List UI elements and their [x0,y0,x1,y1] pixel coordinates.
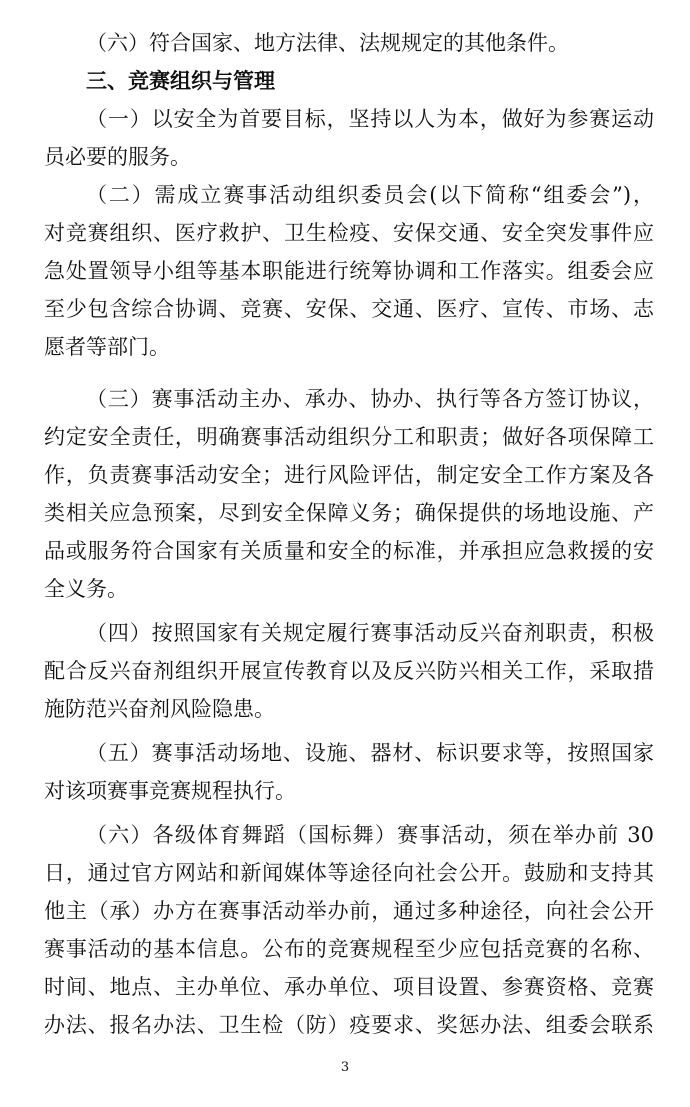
text-line: （三）赛事活动主办、承办、协办、执行等各方签订协议， [86,387,654,411]
text-line: 日，通过官方网站和新闻媒体等途径向社会公开。鼓励和支持其 [44,861,654,885]
text-line: 对该项赛事竞赛规程执行。 [44,779,296,803]
text-line: 急处置领导小组等基本职能进行统筹协调和工作落实。组委会应 [44,259,654,283]
text-line: 配合反兴奋剂组织开展宣传教育以及反兴防兴相关工作，采取措 [44,659,654,683]
text-line: 赛事活动的基本信息。公布的竞赛规程至少应包括竞赛的名称、 [44,937,654,961]
text-line: 对竞赛组织、医疗救护、卫生检疫、安保交通、安全突发事件应 [44,221,654,245]
text-line: 员必要的服务。 [44,145,191,169]
text-line: 愿者等部门。 [44,335,170,359]
text-line: 时间、地点、主办单位、承办单位、项目设置、参赛资格、竞赛 [44,975,654,999]
text-line: 至少包含综合协调、竞赛、安保、交通、医疗、宣传、市场、志 [44,297,654,321]
text-line: 办法、报名办法、卫生检（防）疫要求、奖惩办法、组委会联系 [44,1013,654,1037]
text-line: （六）各级体育舞蹈（国标舞）赛事活动，须在举办前 30 [86,823,654,847]
text-line: 类相关应急预案，尽到安全保障义务；确保提供的场地设施、产 [44,501,654,525]
text-line: 施防范兴奋剂风险隐患。 [44,697,275,721]
text-line: （四）按照国家有关规定履行赛事活动反兴奋剂职责，积极 [86,621,654,645]
text-line: 品或服务符合国家有关质量和安全的标准，并承担应急救援的安 [44,539,654,563]
page-number: 3 [340,1060,350,1075]
text-line: （六）符合国家、地方法律、法规规定的其他条件。 [86,31,569,55]
text-line: 他主（承）办方在赛事活动举办前，通过多种途径，向社会公开 [44,899,654,923]
text-line: （二）需成立赛事活动组织委员会(以下简称“组委会”)， [86,183,654,207]
section-heading: 三、竞赛组织与管理 [86,69,275,93]
text-line: （五）赛事活动场地、设施、器材、标识要求等，按照国家 [86,741,654,765]
text-line: 全义务。 [44,577,128,601]
text-line: 约定安全责任，明确赛事活动组织分工和职责；做好各项保障工 [44,425,654,449]
text-line: 作，负责赛事活动安全；进行风险评估，制定安全工作方案及各 [44,463,654,487]
text-line: （一）以安全为首要目标，坚持以人为本，做好为参赛运动 [86,107,654,131]
